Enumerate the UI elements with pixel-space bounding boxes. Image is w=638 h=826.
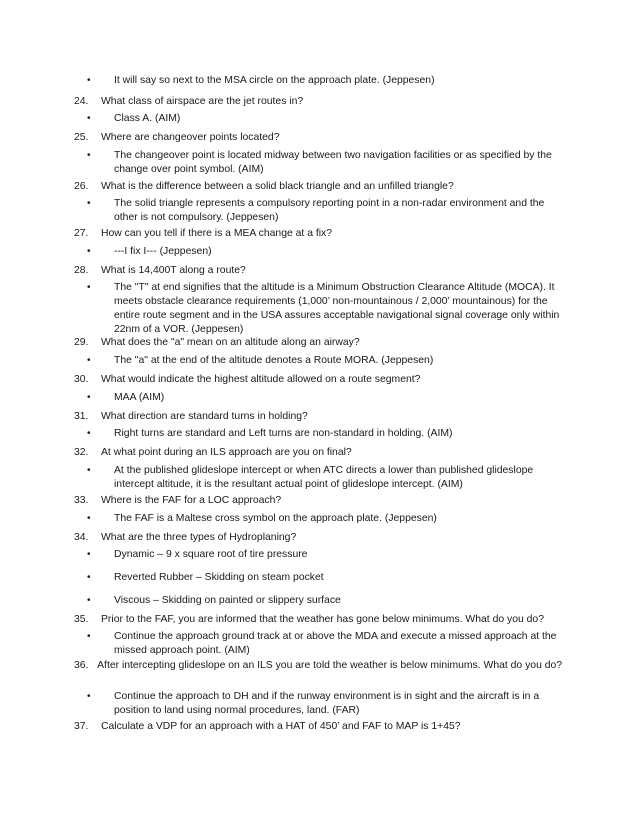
- question-36: [74, 659, 574, 673]
- question-number: 25.: [74, 132, 89, 143]
- question-text: What direction are standard turns in holding?: [101, 411, 308, 422]
- question-text: What class of airspace are the jet routes in?: [101, 96, 304, 107]
- question-number: 29.: [74, 337, 89, 348]
- question-number: 35.: [74, 614, 89, 625]
- question-number: 33.: [74, 495, 89, 506]
- answer-text: The changeover point is located midway between two navigation facilities or as specified by the change over point symbol. (AIM): [114, 150, 552, 175]
- answer-bullet: [87, 427, 567, 441]
- bullet-marker: •: [87, 691, 91, 702]
- answer-text: Right turns are standard and Left turns are non-standard in holding. (AIM): [114, 428, 453, 439]
- question-text: Prior to the FAF, you are informed that the weather has gone below minimums. What do you do?: [101, 614, 544, 625]
- question-text: At what point during an ILS approach are you on final?: [101, 447, 352, 458]
- answer-text: The "T" at end signifies that the altitude is a Minimum Obstruction Clearance Altitude (MOCA). It meets obstacle clearance requirements (1,000’ non-mountainous / 2,000’ mountainous) for the entire route segment and in the USA assures acceptable navigational signal coverage only within 22nm of a VOR. (Jeppesen): [114, 282, 560, 335]
- question-text: What is the difference between a solid black triangle and an unfilled triangle?: [101, 181, 454, 192]
- bullet-marker: •: [87, 595, 91, 606]
- bullet-marker: •: [87, 465, 91, 476]
- answer-bullet: [87, 245, 567, 259]
- bullet-marker: •: [87, 549, 91, 560]
- answer-bullet: [87, 74, 567, 88]
- bullet-marker: •: [87, 113, 91, 124]
- question-number: 32.: [74, 447, 89, 458]
- question-text: How can you tell if there is a MEA change at a fix?: [101, 228, 333, 239]
- answer-text: The solid triangle represents a compulsory reporting point in a non-radar environment and the other is not compulsory. (Jeppesen): [114, 198, 545, 223]
- answer-text: It will say so next to the MSA circle on the approach plate. (Jeppesen): [114, 75, 435, 86]
- question-text: Calculate a VDP for an approach with a HAT of 450’ and FAF to MAP is 1+45?: [101, 721, 461, 732]
- answer-bullet: [87, 391, 567, 405]
- answer-text: Dynamic – 9 x square root of tire pressure: [114, 549, 308, 560]
- bullet-marker: •: [87, 572, 91, 583]
- answer-bullet: [87, 630, 567, 658]
- answer-text: Continue the approach to DH and if the runway environment is in sight and the aircraft is in a position to land using normal procedures, land. (FAR): [114, 691, 540, 716]
- question-text: What are the three types of Hydroplaning?: [101, 532, 297, 543]
- answer-text: MAA (AIM): [114, 392, 165, 403]
- bullet-marker: •: [87, 282, 91, 293]
- question-number: 30.: [74, 374, 89, 385]
- bullet-marker: •: [87, 392, 91, 403]
- bullet-marker: •: [87, 513, 91, 524]
- question-text: What would indicate the highest altitude allowed on a route segment?: [101, 374, 421, 385]
- question-number: 37.: [74, 721, 89, 732]
- answer-text: Reverted Rubber – Skidding on steam pocket: [114, 572, 324, 583]
- question-number: 26.: [74, 181, 89, 192]
- question-text: Where are changeover points located?: [101, 132, 280, 143]
- question-number: 36.: [74, 660, 89, 671]
- bullet-marker: •: [87, 355, 91, 366]
- answer-bullet: [87, 149, 567, 177]
- question-number: 24.: [74, 96, 89, 107]
- answer-bullet: [87, 594, 567, 608]
- question-text: After intercepting glideslope on an ILS you are told the weather is below minimums. What do you do?: [97, 660, 563, 671]
- bullet-marker: •: [87, 428, 91, 439]
- bullet-marker: •: [87, 631, 91, 642]
- answer-bullet: [87, 281, 567, 337]
- bullet-marker: •: [87, 75, 91, 86]
- question-number: 28.: [74, 265, 89, 276]
- answer-bullet: [87, 512, 567, 526]
- question-number: 31.: [74, 411, 89, 422]
- question-text: What is 14,400T along a route?: [101, 265, 246, 276]
- question-number: 34.: [74, 532, 89, 543]
- answer-bullet: [87, 197, 567, 225]
- answer-text: Class A. (AIM): [114, 113, 181, 124]
- answer-text: ---I fix I--- (Jeppesen): [114, 246, 212, 257]
- answer-text: The "a" at the end of the altitude denotes a Route MORA. (Jeppesen): [114, 355, 434, 366]
- answer-bullet: [87, 571, 567, 585]
- answer-text: The FAF is a Maltese cross symbol on the approach plate. (Jeppesen): [114, 513, 437, 524]
- answer-text: At the published glideslope intercept or when ATC directs a lower than published glideslope intercept altitude, it is the resultant actual point of glideslope intercept. (AIM): [114, 465, 534, 490]
- answer-text: Continue the approach ground track at or above the MDA and execute a missed approach at the missed approach point. (AIM): [114, 631, 557, 656]
- answer-bullet: [87, 112, 567, 126]
- answer-bullet: [87, 548, 567, 562]
- answer-bullet: [87, 354, 567, 368]
- bullet-marker: •: [87, 198, 91, 209]
- question-text: Where is the FAF for a LOC approach?: [101, 495, 282, 506]
- answer-text: Viscous – Skidding on painted or slippery surface: [114, 595, 341, 606]
- question-number: 27.: [74, 228, 89, 239]
- bullet-marker: •: [87, 246, 91, 257]
- answer-bullet: [87, 464, 567, 492]
- answer-bullet: [87, 690, 567, 718]
- bullet-marker: •: [87, 150, 91, 161]
- question-text: What does the "a" mean on an altitude along an airway?: [101, 337, 360, 348]
